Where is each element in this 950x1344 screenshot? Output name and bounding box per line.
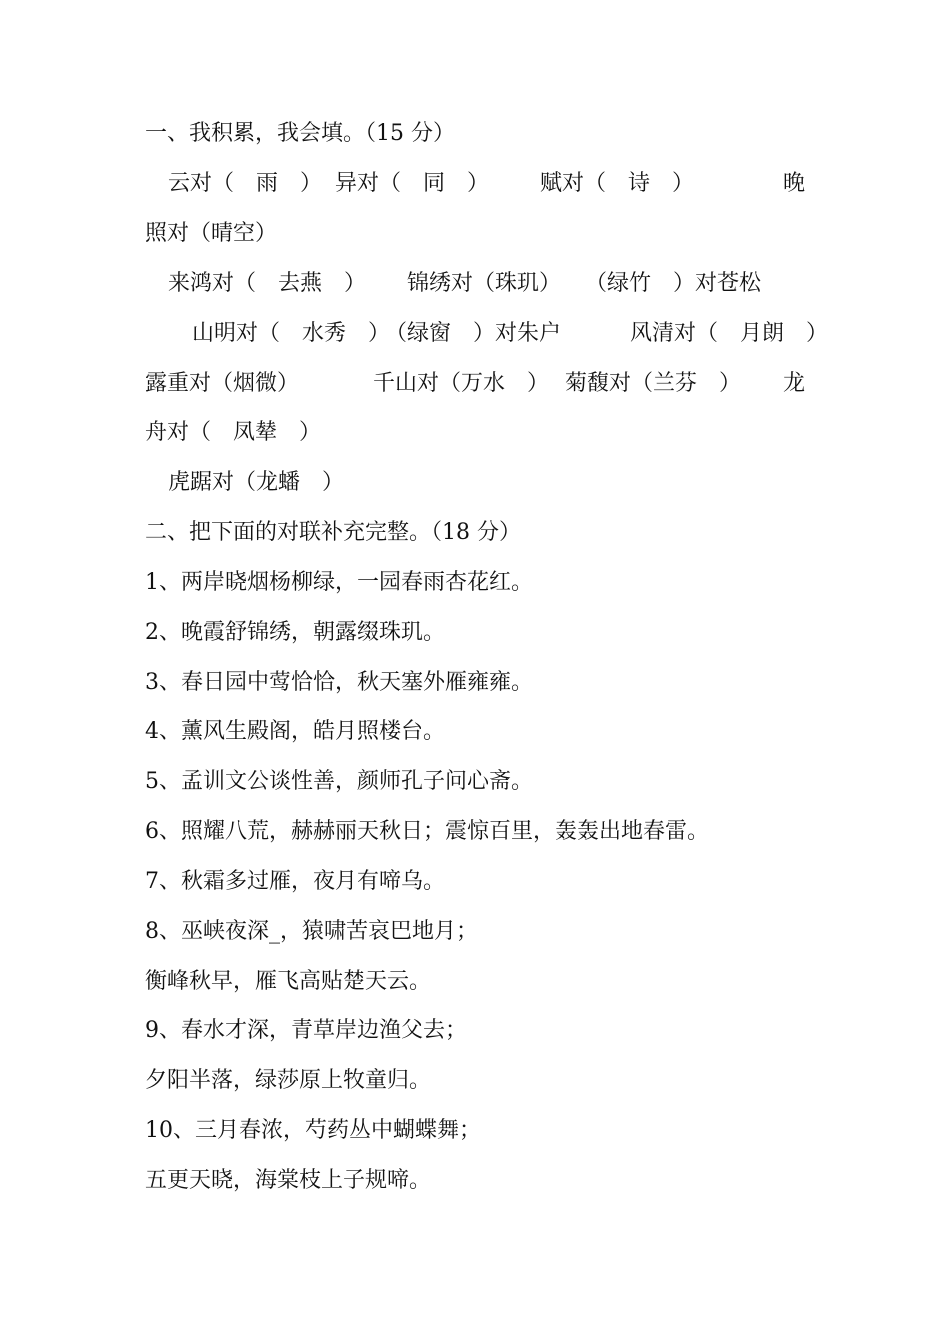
pair-cloud-rain: 云对（ 雨 ）	[168, 171, 323, 196]
couplet-item: 衡峰秋早，雁飞高贴楚天云。	[145, 969, 432, 994]
couplet-item: 4、薰风生殿阁，皓月照楼台。	[145, 719, 445, 744]
pair-lvchuang-zhuhu: （绿窗 ）对朱户	[385, 321, 562, 346]
pair-shanming-shuixiu: 山明对（ 水秀 ）	[192, 321, 391, 346]
couplet-item: 5、孟训文公谈性善，颜师孔子问心斋。	[145, 769, 533, 794]
couplet-item: 9、春水才深，青草岸边渔父去；	[145, 1018, 467, 1043]
pair-wan-start: 晚	[783, 171, 806, 196]
section-2-heading: 二、把下面的对联补充完整。（18 分）	[145, 520, 521, 545]
section-1-heading: 一、我积累，我会填。（15 分）	[145, 121, 455, 146]
pair-different-same: 异对（ 同 ）	[335, 171, 490, 196]
couplet-item: 7、秋霜多过雁，夜月有啼乌。	[145, 869, 445, 894]
pair-row-5: 虎踞对（龙蟠 ）	[168, 470, 345, 495]
pair-jinxiu-zhuji: 锦绣对（珠玑）	[407, 271, 562, 296]
couplet-item: 1、两岸晓烟杨柳绿，一园春雨杏花红。	[145, 570, 533, 595]
pair-fu-poem: 赋对（ 诗 ）	[540, 171, 695, 196]
pair-row-1	[145, 169, 807, 199]
pair-laihong-quyan: 来鸿对（ 去燕 ）	[168, 271, 367, 296]
pair-row-2	[145, 269, 807, 299]
pair-luzhong-yanwei: 露重对（烟微）	[145, 371, 300, 396]
pair-row-3	[145, 319, 829, 349]
pair-row-4	[145, 369, 807, 399]
pair-fengqing-yuelang: 风清对（ 月朗 ）	[630, 321, 829, 346]
couplet-item: 10、三月春浓，芍药丛中蝴蝶舞；	[145, 1118, 481, 1143]
couplet-item: 五更天晓，海棠枝上子规啼。	[145, 1168, 432, 1193]
pair-lvzhu-cangsong: （绿竹 ）对苍松	[585, 271, 762, 296]
pair-row-4-cont: 舟对（ 凤辇 ）	[145, 420, 322, 445]
couplet-item: 夕阳半落，绿莎原上牧童归。	[145, 1068, 432, 1093]
pair-long-start: 龙	[783, 371, 806, 396]
pair-qianshan-wanshui: 千山对（万水 ）	[373, 371, 550, 396]
couplet-item: 6、照耀八荒，赫赫丽天秋日；震惊百里，轰轰出地春雷。	[145, 819, 709, 844]
pair-jufu-lanfen: 菊馥对（兰芬 ）	[565, 371, 742, 396]
couplet-item: 8、巫峡夜深_，猿啸苦哀巴地月；	[145, 919, 478, 944]
couplet-item: 3、春日园中莺恰恰，秋天塞外雁雍雍。	[145, 670, 533, 695]
couplet-item: 2、晚霞舒锦绣，朝露缀珠玑。	[145, 620, 445, 645]
pair-row-1-cont: 照对（晴空）	[145, 221, 278, 246]
